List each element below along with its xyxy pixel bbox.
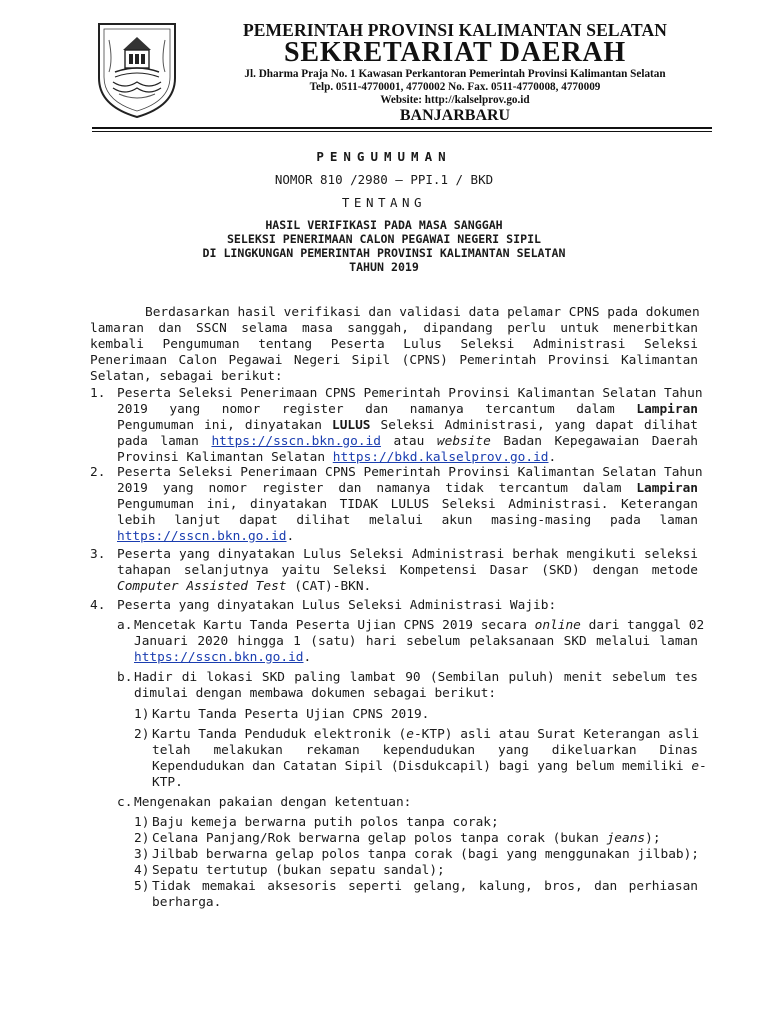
sscn-link[interactable]: https://sscn.bkn.go.id	[117, 529, 287, 544]
intro-line: kembali Pengumuman tentang Peserta Lulus Seleksi Administrasi Seleksi	[90, 337, 698, 352]
item-line: 2019 yang nomor register dan namanya tidak tercantum dalam Lampiran	[117, 481, 698, 496]
item-line: Tidak memakai aksesoris seperti gelang, kalung, bros, dan perhiasan	[152, 879, 698, 894]
letterhead-divider	[92, 127, 712, 129]
item-line: telah melakukan rekaman kependudukan yang dikeluarkan Dinas	[152, 743, 698, 758]
office-name: SEKRETARIAT DAERAH	[284, 37, 626, 68]
intro-line: Berdasarkan hasil verifikasi dan validasi data pelamar CPNS pada dokumen	[145, 305, 700, 320]
dress-rule	[152, 831, 698, 847]
intro-line: Selatan, sebagai berikut:	[90, 369, 283, 384]
sub-sub-number: 3)	[134, 847, 150, 862]
item-line: Pengumuman ini, dinyatakan LULUS Seleksi Administrasi, yang dapat dilihat	[117, 418, 698, 433]
item-line: KTP.	[152, 775, 183, 790]
item-number: 1.	[90, 386, 106, 401]
item-line: https://sscn.bkn.go.id.	[117, 529, 295, 544]
lampiran-text: Lampiran	[636, 402, 698, 417]
dress-rule	[152, 863, 698, 879]
item-line: Peserta yang dinyatakan Lulus Seleksi Administrasi berhak mengikuti seleksi	[117, 547, 698, 562]
item-line: Januari 2020 hingga 1 (satu) hari sebelum pelaksanaan SKD melalui laman	[134, 634, 698, 649]
letterhead-divider-thin	[92, 131, 712, 132]
list-item	[117, 598, 698, 614]
item-line: dimulai dengan membawa dokumen sebagai berikut:	[134, 686, 497, 701]
tentang-label: TENTANG	[341, 195, 427, 210]
office-phone: Telp. 0511-4770001, 4770002 No. Fax. 0511-4770008, 4770009	[309, 81, 601, 93]
item-line: lebih lanjut dapat dilihat melalui akun masing-masing pada laman	[117, 513, 698, 528]
office-address: Jl. Dharma Praja No. 1 Kawasan Perkantoran Pemerintah Provinsi Kalimantan Selatan	[244, 68, 666, 80]
item-line: Kependudukan dan Catatan Sipil (Disdukcapil) bagi yang belum memiliki e-	[152, 759, 707, 774]
list-item	[117, 386, 703, 466]
office-website: Website: http://kalselprov.go.id	[380, 94, 530, 106]
item-line: Mencetak Kartu Tanda Peserta Ujian CPNS 2019 secara online dari tanggal 02	[134, 618, 705, 633]
item-number: 4.	[90, 598, 106, 613]
lulus-text: LULUS	[331, 418, 371, 433]
sub-item-label: a.	[117, 618, 133, 633]
item-line: berharga.	[152, 895, 222, 910]
item-number: 2.	[90, 465, 106, 480]
item-line: Sepatu tertutup (bukan sepatu sandal);	[152, 863, 445, 878]
sub-sub-number: 1)	[134, 815, 150, 830]
intro-line: lamaran dan SSCN selama masa sanggah, dipandang perlu untuk menerbitkan	[90, 321, 698, 336]
lampiran-text: Lampiran	[636, 481, 698, 496]
item-line: Kartu Tanda Penduduk elektronik (e-KTP) asli atau Surat Keterangan asli	[152, 727, 700, 742]
item-number: 3.	[90, 547, 106, 562]
sub-sub-number: 4)	[134, 863, 150, 878]
sscn-link[interactable]: https://sscn.bkn.go.id	[134, 650, 304, 665]
sub-item-label: c.	[117, 795, 133, 810]
bkd-link[interactable]: https://bkd.kalselprov.go.id	[332, 450, 549, 465]
list-item	[117, 465, 703, 545]
sub-sub-number: 1)	[134, 707, 150, 722]
sub-sub-number: 5)	[134, 879, 150, 894]
item-line: Peserta yang dinyatakan Lulus Seleksi Administrasi Wajib:	[117, 598, 557, 613]
dress-rule	[152, 815, 698, 831]
intro-paragraph	[90, 305, 698, 385]
list-item	[117, 547, 698, 595]
item-line: Peserta Seleksi Penerimaan CPNS Pemerintah Provinsi Kalimantan Selatan Tahun	[117, 465, 703, 480]
sub-sub-number: 2)	[134, 727, 150, 742]
sub-sub-number: 2)	[134, 831, 150, 846]
sub-item	[134, 795, 698, 811]
sub-item	[134, 670, 698, 702]
dress-rule	[152, 879, 698, 911]
announcement-label: PENGUMUMAN	[316, 149, 452, 164]
emblem-icon	[93, 20, 181, 120]
document-requirement	[152, 707, 698, 723]
item-line: Pengumuman ini, dinyatakan TIDAK LULUS Seleksi Administrasi. Keterangan	[117, 497, 698, 512]
item-line: Jilbab berwarna gelap polos tanpa corak (bagi yang menggunakan jilbab);	[152, 847, 700, 862]
item-line: Computer Assisted Test (CAT)-BKN.	[117, 579, 372, 594]
title-line: HASIL VERIFIKASI PADA MASA SANGGAH	[265, 218, 503, 232]
sub-item-label: b.	[117, 670, 133, 685]
item-line: tahapan selanjutnya yaitu Seleksi Kompetensi Dasar (SKD) dengan metode	[117, 563, 698, 578]
title-line: SELEKSI PENERIMAAN CALON PEGAWAI NEGERI SIPIL	[226, 232, 542, 246]
title-line: DI LINGKUNGAN PEMERINTAH PROVINSI KALIMANTAN SELATAN	[202, 246, 566, 260]
item-line: Celana Panjang/Rok berwarna gelap polos tanpa corak (bukan jeans);	[152, 831, 661, 846]
intro-line: Penerimaan Calon Pegawai Negeri Sipil (CPNS) Pemerintah Provinsi Kalimantan	[90, 353, 698, 368]
dress-rule	[152, 847, 698, 863]
government-name: PEMERINTAH PROVINSI KALIMANTAN SELATAN	[243, 20, 667, 40]
item-line: Peserta Seleksi Penerimaan CPNS Pemerintah Provinsi Kalimantan Selatan Tahun	[117, 386, 703, 401]
item-line: https://sscn.bkn.go.id.	[134, 650, 312, 665]
sscn-link[interactable]: https://sscn.bkn.go.id	[211, 434, 381, 449]
provincial-emblem	[93, 20, 181, 120]
item-line: Hadir di lokasi SKD paling lambat 90 (Sembilan puluh) menit sebelum tes	[134, 670, 698, 685]
office-city: BANJARBARU	[399, 107, 511, 124]
document-requirement	[152, 727, 707, 791]
item-line: Mengenakan pakaian dengan ketentuan:	[134, 795, 412, 810]
item-line: Kartu Tanda Peserta Ujian CPNS 2019.	[152, 707, 430, 722]
item-line: Provinsi Kalimantan Selatan https://bkd.kalselprov.go.id.	[117, 450, 557, 465]
item-line: 2019 yang nomor register dan namanya tercantum dalam Lampiran	[117, 402, 698, 417]
title-line: TAHUN 2019	[349, 260, 419, 274]
item-line: Baju kemeja berwarna putih polos tanpa corak;	[152, 815, 499, 830]
announcement-number: NOMOR 810 /2980 – PPI.1 / BKD	[274, 172, 494, 187]
item-line: pada laman https://sscn.bkn.go.id atau website Badan Kepegawaian Daerah	[117, 434, 698, 449]
sub-item	[134, 618, 705, 666]
